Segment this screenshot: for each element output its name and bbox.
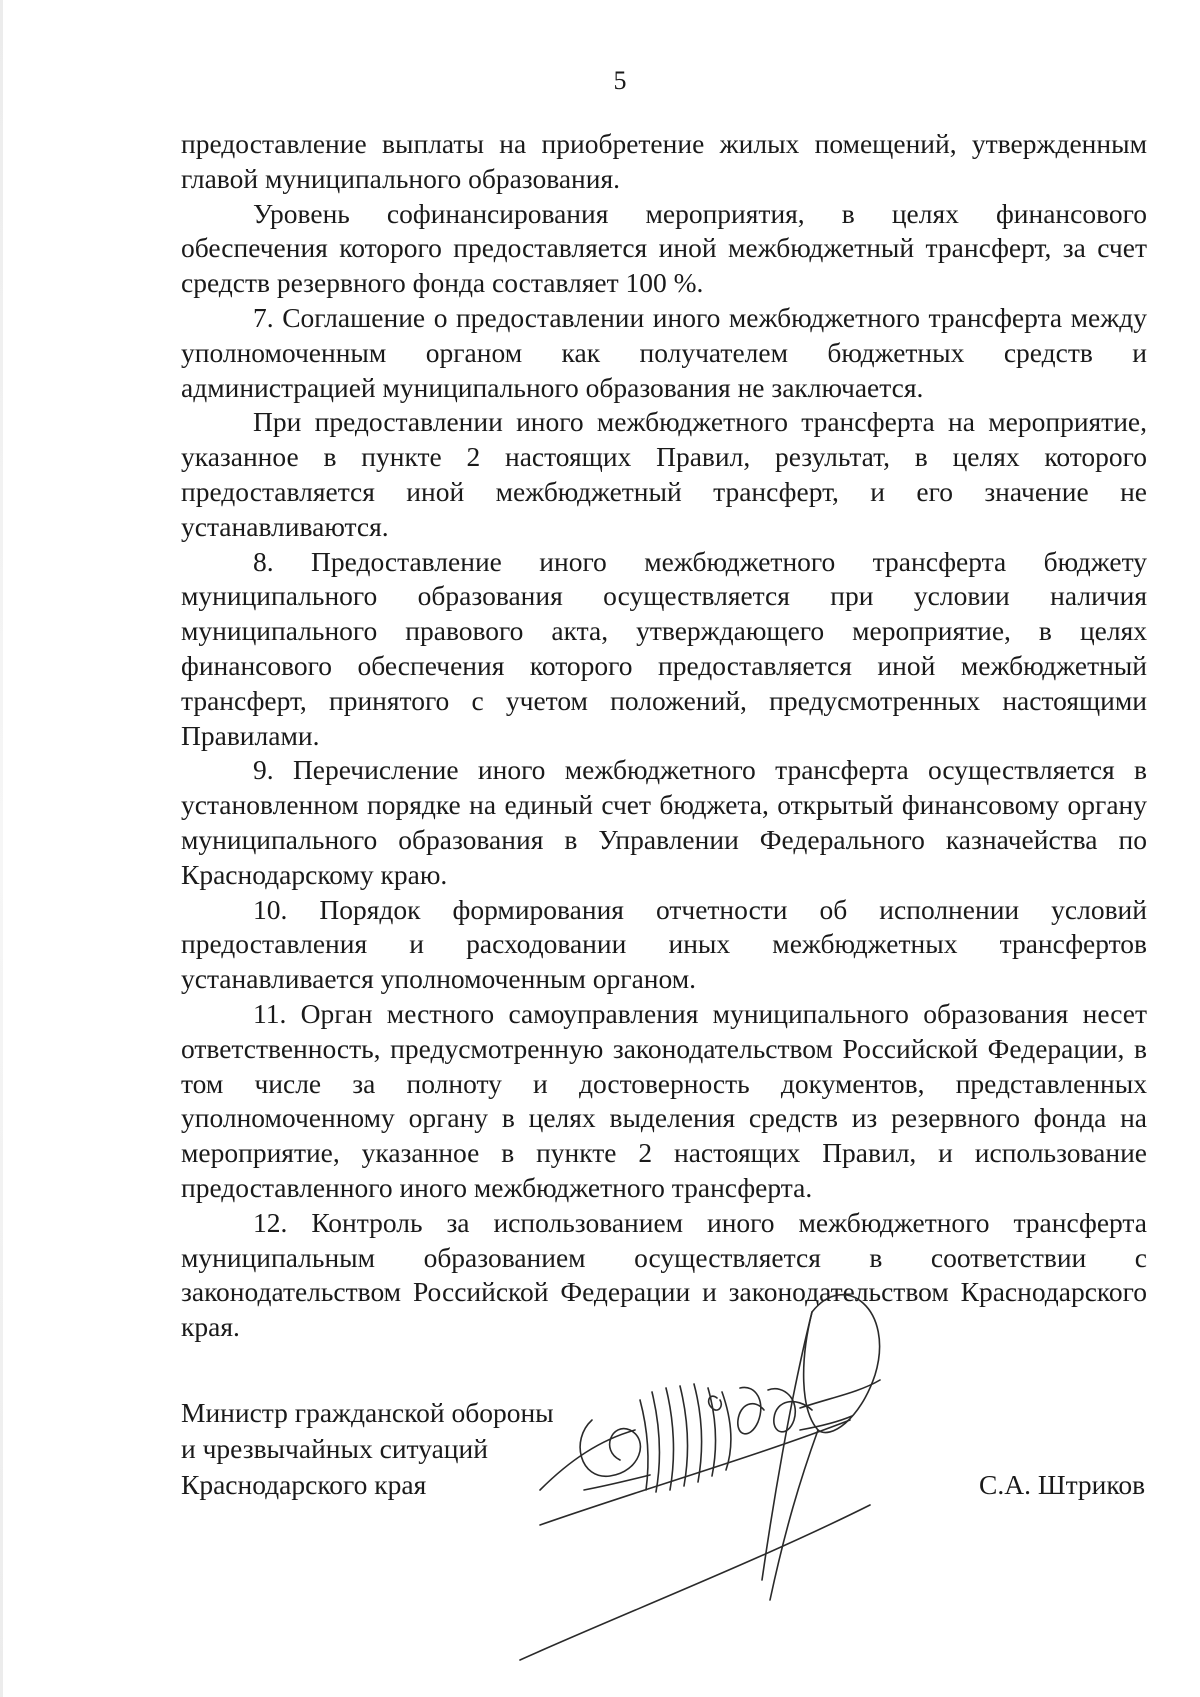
paragraph-clause-8: 8. Предоставление иного межбюджетного трансферта бюджету муниципального образования осуществляется при условии наличия муниципального правового акта, утверждающего мероприятие, в целях финансового обеспечения которого предоставляется иной межбюджетный трансферт, принятого с учетом положений, предусмотренных настоящими Правилами. [181, 545, 1147, 751]
document-body [181, 127, 1147, 1345]
signatory-position-line-2: и чрезвычайных ситуаций [181, 1433, 488, 1464]
signatory-position-line-1: Министр гражданской обороны [181, 1397, 554, 1428]
handwritten-signature [500, 1280, 980, 1680]
scan-edge [0, 0, 3, 1697]
paragraph-clause-7-result: При предоставлении иного межбюджетного трансферта на мероприятие, указанное в пункте 2 настоящих Правил, результат, в целях которого предоставляется иной межбюджетный трансферт, и его значение не устанавливаются. [181, 406, 1147, 542]
signatory-position [181, 1395, 554, 1503]
paragraph-clause-11: 11. Орган местного самоуправления муниципального образования несет ответственность, предусмотренную законодательством Российской Федерации, в том числе за полноту и достоверность документов, представленных уполномоченному органу в целях выделения средств из резервного фонда на мероприятие, указанное в пункте 2 настоящих Правил, и использование предоставленного иного межбюджетного трансферта. [181, 997, 1147, 1203]
signatory-name: С.А. Штриков [979, 1469, 1146, 1500]
paragraph-cofinancing-level: Уровень софинансирования мероприятия, в целях финансового обеспечения которого предоставляется иной межбюджетный трансферт, за счет средств резервного фонда составляет 100 %. [181, 197, 1147, 299]
paragraph-clause-9: 9. Перечисление иного межбюджетного трансферта осуществляется в установленном порядке на единый счет бюджета, открытый финансовому органу муниципального образования в Управлении Федерального казначейства по Краснодарскому краю. [181, 754, 1147, 890]
paragraph-clause-10: 10. Порядок формирования отчетности об исполнении условий предоставления и расходовании иных межбюджетных трансфертов устанавливается уполномоченным органом. [181, 893, 1147, 995]
paragraph-clause-7: 7. Соглашение о предоставлении иного межбюджетного трансферта между уполномоченным органом как получателем бюджетных средств и администрацией муниципального образования не заключается. [181, 301, 1147, 403]
paragraph-clause-12: 12. Контроль за использованием иного межбюджетного трансферта муниципальным образованием осуществляется в соответствии с законодательством Российской Федерации и законодательством Краснодарского края. [181, 1206, 1147, 1343]
paragraph-continuation: предоставление выплаты на приобретение жилых помещений, утвержденным главой муниципального образования. [181, 128, 1147, 194]
signatory-position-line-3: Краснодарского края [181, 1469, 427, 1500]
page-number: 5 [613, 66, 627, 95]
